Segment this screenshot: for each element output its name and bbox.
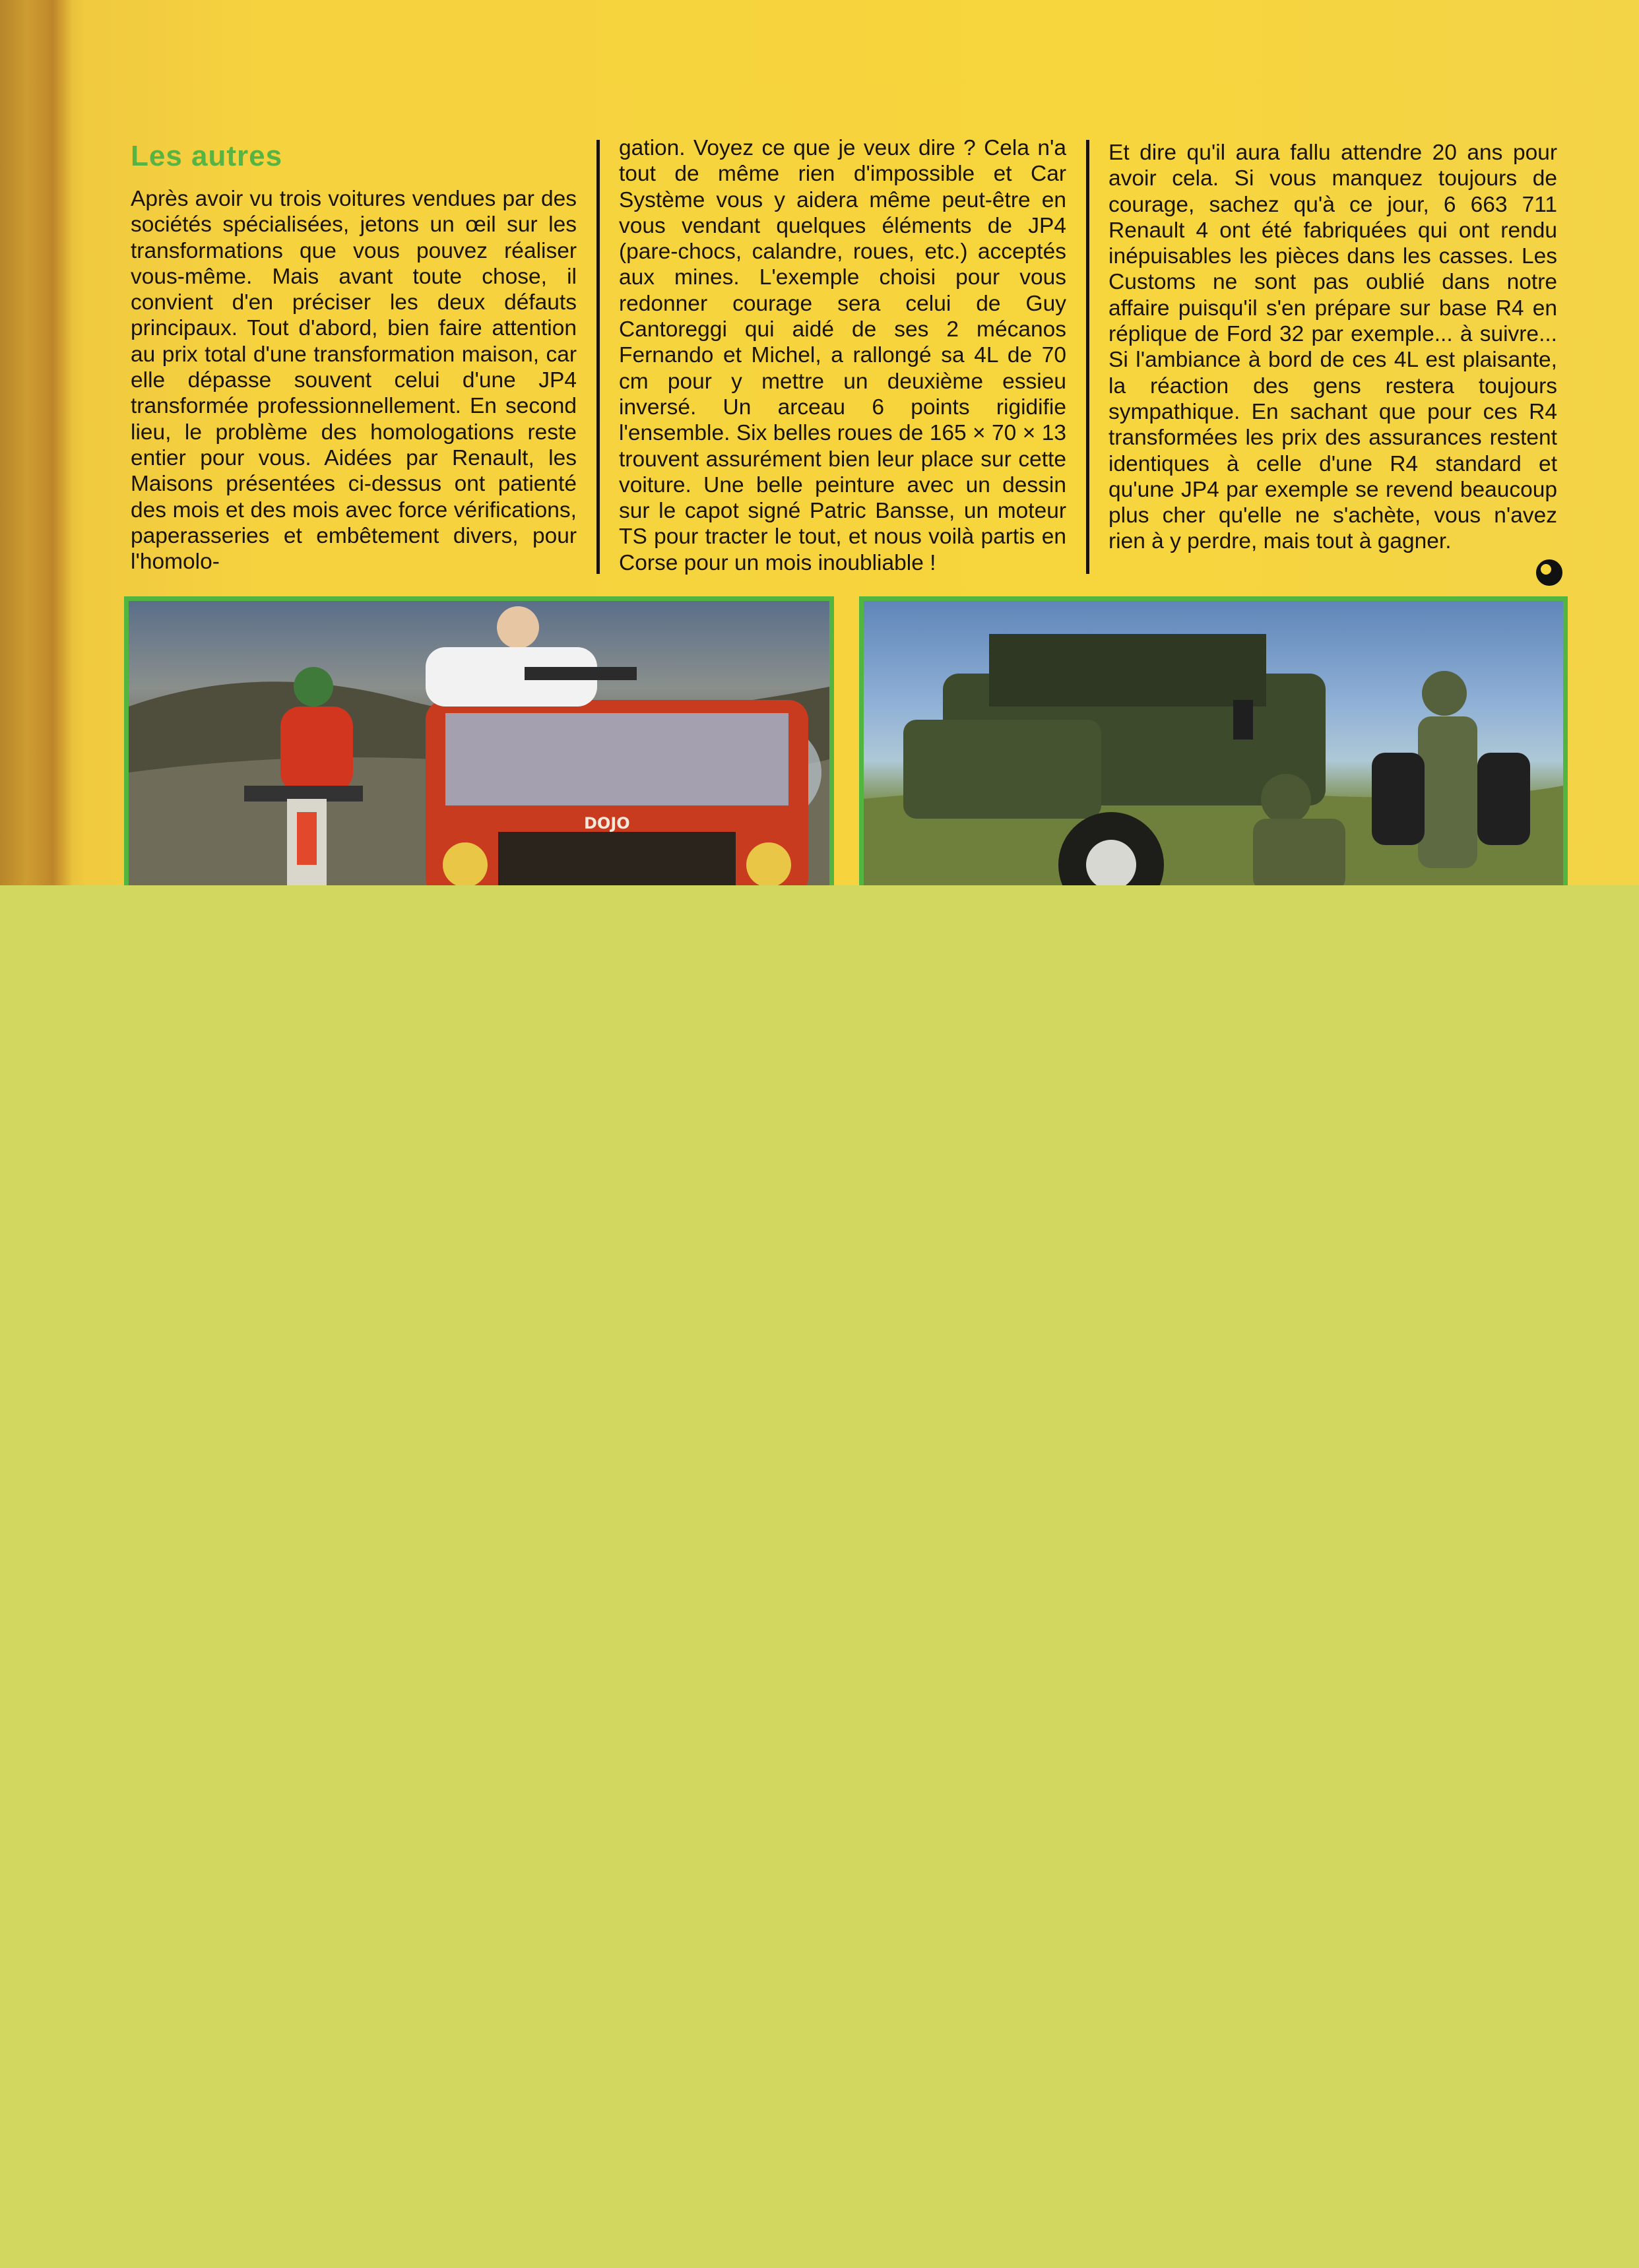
photo-military-jeep-illustration <box>864 601 1563 885</box>
roll-bar <box>525 667 637 680</box>
soldier-uniform <box>1253 819 1345 885</box>
article-column-2 <box>619 135 1066 576</box>
giant-binoculars-left <box>1372 753 1425 845</box>
column-divider <box>596 140 600 574</box>
photo-red-jp4-and-motorbike <box>124 596 834 885</box>
column-divider <box>1086 140 1089 574</box>
column-1-text: Après avoir vu trois voitures vendues par des sociétés spécialisées, jetons un œil sur les transformations que vous pouvez réaliser vous-même. Mais avant toute chose, il convient d'en préciser les deux défauts principaux. Tout d'abord, bien faire attention au prix total d'une transformation maison, car elle dépasse souvent celui d'une JP4 transformée professionnellement. En second lieu, le problème des homologations reste entier pour vous. Aidées par Renault, les Maisons présentées ci-dessus ont patienté des mois et des mois avec force vérifications, paperasseries et embêtement divers, pour l'homolo- <box>131 187 577 575</box>
jp4-windscreen <box>445 713 788 805</box>
soldier-helmet <box>1261 774 1311 824</box>
jp4-headlight-left <box>443 842 488 885</box>
article-heading: Les autres <box>131 140 283 172</box>
passenger-head <box>497 606 539 648</box>
magazine-page <box>0 0 1639 885</box>
jp4-headlight-right <box>746 842 791 885</box>
jp4-grille <box>498 832 736 885</box>
jeep-mirror <box>1233 700 1253 740</box>
photo-military-jeep <box>859 596 1568 885</box>
rider-helmet <box>294 667 333 707</box>
jp4-hood-plate: DOJO <box>584 814 630 833</box>
jeep-front <box>903 720 1101 819</box>
soldier-2-helmet <box>1422 671 1467 716</box>
jeep-soft-top <box>989 634 1266 707</box>
column-2-text: gation. Voyez ce que je veux dire ? Cela n'a tout de même rien d'impossible et Car Système vous y aidera même peut-être en vous vendant quelques éléments de JP4 (pare-chocs, calandre, roues, etc.) acceptés aux mines. L'exemple choisi pour vous redonner courage sera celui de Guy Cantoreggi qui aidé de ses 2 mécanos Fernando et Michel, a rallongé sa 4L de 70 cm pour y mettre un deuxième essieu inversé. Un arceau 6 points rigidifie l'ensemble. Six belles roues de 165 × 70 × 13 trouvent assurément bien leur place sur cette voiture. Une belle peinture avec un dessin sur le capot signé Patric Bansse, un moteur TS pour tracter le tout, et nous voilà partis en Corse pour un mois inoubliable ! <box>619 136 1066 575</box>
photo-red-jp4-illustration <box>129 601 829 885</box>
article-column-1 <box>131 186 577 575</box>
page-gutter-shadow <box>0 0 86 885</box>
rider-jacket <box>280 707 353 792</box>
column-3-text: Et dire qu'il aura fallu attendre 20 ans pour avoir cela. Si vous manquez toujours de courage, sachez qu'à ce jour, 6 663 711 Renault 4 ont été fabriquées qui ont rendu inépuisables les pièces dans les casses. Les Customs ne sont pas oublié dans notre affaire puisqu'il s'en prépare sur base R4 en réplique de Ford 32 par exemple... à suivre... Si l'ambiance à bord de ces 4L est plaisante, la réaction des gens restera toujours sympathique. En sachant que pour ces R4 transformées les prix des assurances restent identiques à celle d'une R4 standard et qu'une JP4 par exemple se revend beaucoup plus cher qu'elle ne s'achète, vous n'avez rien à y perdre, mais tout à gagner. <box>1109 141 1557 554</box>
giant-binoculars-right <box>1477 753 1530 845</box>
article-column-3 <box>1109 140 1557 555</box>
motorbike-plate <box>297 812 317 865</box>
soldier-2-uniform <box>1418 716 1477 868</box>
end-of-article-icon <box>1536 559 1562 586</box>
